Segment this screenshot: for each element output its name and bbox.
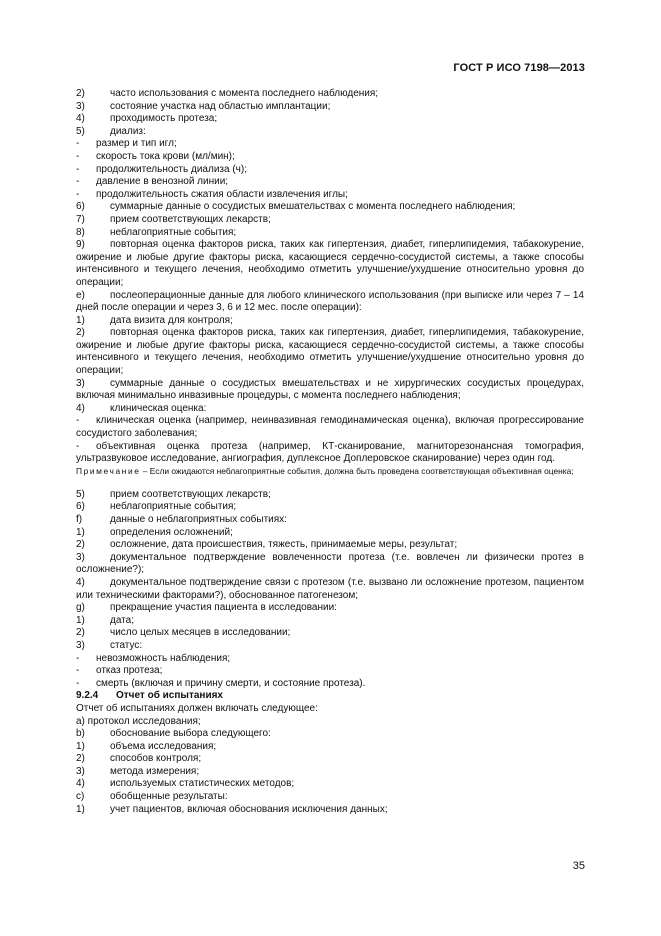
list-item (76, 766, 584, 779)
list-item-text: проходимость протеза; (110, 113, 218, 125)
list-item (76, 138, 584, 151)
list-item (76, 804, 584, 817)
list-item (76, 113, 584, 126)
text-line: а) протокол исследования; (76, 715, 201, 727)
list-item-text: продолжительность диализа (ч); (96, 163, 247, 175)
list-marker: c) (76, 791, 85, 803)
paragraph (76, 290, 584, 315)
list-item-text: диализ: (110, 125, 146, 137)
document-body (76, 88, 584, 816)
paragraph-text: документальное подтверждение вовлеченности протеза (т.е. вовлечен ли физически протез в осложнение?); (76, 551, 584, 576)
text-line: Отчет об испытаниях должен включать следующее: (76, 702, 318, 714)
list-item-text: используемых статистических методов; (110, 778, 295, 790)
list-item (76, 514, 584, 527)
list-marker: 3) (76, 551, 85, 563)
list-item-text: число целых месяцев в исследовании; (110, 627, 291, 639)
list-marker: 2) (76, 753, 85, 765)
list-item (76, 640, 584, 653)
paragraph (76, 577, 584, 602)
list-item-text: объема исследования; (110, 740, 217, 752)
list-marker: - (76, 163, 80, 175)
section-heading (76, 690, 584, 703)
list-item (76, 176, 584, 189)
list-item (76, 403, 584, 416)
list-marker: - (76, 677, 80, 689)
list-item (76, 164, 584, 177)
paragraph (76, 239, 584, 289)
note (76, 466, 584, 477)
list-item-text: дата; (110, 614, 134, 626)
list-marker: 1) (76, 614, 85, 626)
list-item-text: метода измерения; (110, 765, 200, 777)
list-marker: - (76, 415, 80, 427)
list-item (76, 791, 584, 804)
list-item-text: невозможность наблюдения; (96, 652, 231, 664)
list-marker: 1) (76, 740, 85, 752)
list-item (76, 489, 584, 502)
list-marker: 5) (76, 125, 85, 137)
list-item (76, 753, 584, 766)
list-marker: 9) (76, 239, 85, 251)
list-item (76, 678, 584, 691)
list-marker: f) (76, 514, 83, 525)
list-item-text: скорость тока крови (мл/мин); (96, 150, 235, 162)
list-item (76, 615, 584, 628)
list-item-text: размер и тип игл; (96, 138, 177, 150)
note-text: – Если ожидаются неблагоприятные события, должна быть проведена соответствующая объективная оценка; (140, 465, 574, 476)
list-item (76, 214, 584, 227)
list-item-text: прекращение участия пациента в исследовании: (110, 602, 337, 614)
list-marker: e) (76, 289, 85, 301)
list-item (76, 227, 584, 240)
paragraph-text: суммарные данные о сосудистых вмешательствах и не хирургических сосудистых процедурах, включая минимально инвазивные процедуры, с момента последнего наблюдения; (76, 377, 584, 402)
section-title: Отчет об испытаниях (116, 690, 223, 702)
list-item (76, 728, 584, 741)
list-marker: 8) (76, 226, 85, 238)
list-item-text: осложнение, дата происшествия, тяжесть, принимаемые меры, результат; (110, 539, 458, 551)
list-item (76, 189, 584, 202)
list-marker: 3) (76, 639, 85, 651)
list-marker: 2) (76, 327, 85, 339)
list-item (76, 126, 584, 139)
list-item-text: прием соответствующих лекарств; (110, 488, 271, 500)
list-marker: - (76, 138, 80, 150)
paragraph (76, 552, 584, 577)
list-item-text: отказ протеза; (96, 665, 163, 677)
list-marker: g) (76, 602, 85, 614)
list-marker: 5) (76, 488, 85, 500)
list-item-text: состояние участка над областью имплантации; (110, 100, 331, 112)
paragraph-text: документальное подтверждение связи с протезом (т.е. вызвано ли осложнение протезом, пациентом или техническими факторами?), обоснованное патогенезом; (76, 576, 584, 601)
list-item-text: продолжительность сжатия области извлечения иглы; (96, 188, 348, 200)
list-item-text: статус: (110, 639, 143, 651)
list-marker: 6) (76, 201, 85, 213)
paragraph-text: послеоперационные данные для любого клинического использования (при выписке или через 7 – 14 дней после операции и через 3, 6 и 12 мес. после операции): (76, 289, 584, 314)
list-item-text: неблагоприятные события; (110, 501, 237, 513)
list-item (76, 539, 584, 552)
list-item-text: учет пациентов, включая обоснования исключения данных; (110, 803, 388, 815)
list-item-text: неблагоприятные события; (110, 226, 237, 238)
list-item (76, 627, 584, 640)
list-marker: 7) (76, 213, 85, 225)
list-item-text: прием соответствующих лекарств; (110, 213, 271, 225)
page-number: 35 (572, 860, 585, 872)
list-marker: 1) (76, 314, 85, 326)
list-item-text: данные о неблагоприятных событиях: (110, 514, 287, 525)
list-marker: 2) (76, 88, 85, 99)
list-item (76, 88, 584, 101)
paragraph-text: клиническая оценка (например, неинвазивная гемодинамическая оценка), включая прогрессирование сосудистого заболевания; (76, 415, 584, 440)
list-item (76, 741, 584, 754)
list-item-text: способов контроля; (110, 753, 202, 765)
paragraph (76, 441, 584, 466)
list-item-text: определения осложнений; (110, 526, 233, 538)
list-marker: - (76, 440, 80, 452)
list-marker: 4) (76, 402, 85, 414)
list-marker: 4) (76, 113, 85, 125)
list-marker: - (76, 188, 80, 200)
list-marker: 3) (76, 377, 85, 389)
paragraph-text: повторная оценка факторов риска, таких как гипертензия, диабет, гиперлипидемия, табакокурение, ожирение и любые другие факторы риска, касающиеся сердечно-сосудистой системы, а также способы интенсивного и текущего лечения, необходимо отметить улучшение/ухудшение относительно уровня до операции; (76, 327, 584, 377)
list-item (76, 665, 584, 678)
list-item-text: давление в венозной линии; (96, 176, 229, 188)
list-item (76, 527, 584, 540)
note-label: Примечание (76, 465, 141, 476)
paragraph-text: повторная оценка факторов риска, таких как гипертензия, диабет, гиперлипидемия, табакокурение, ожирение и любые другие факторы риска, касающиеся сердечно-сосудистой системы, а также способы интенсивного и текущего лечения, необходимо отметить улучшение/ухудшение относительно уровня до операции; (76, 239, 584, 288)
list-marker: - (76, 652, 80, 664)
list-item-text: обобщенные результаты: (110, 791, 228, 803)
list-item-text: клиническая оценка: (110, 402, 207, 414)
paragraph (76, 327, 584, 377)
list-item (76, 778, 584, 791)
list-item-text: дата визита для контроля; (110, 314, 233, 326)
list-item (76, 151, 584, 164)
list-marker: 2) (76, 539, 85, 551)
list-item-text: суммарные данные о сосудистых вмешательствах с момента последнего наблюдения; (110, 201, 516, 213)
list-marker: 3) (76, 765, 85, 777)
section-number: 9.2.4 (76, 690, 99, 702)
list-item-text: смерть (включая и причину смерти, и состояние протеза). (96, 677, 366, 689)
list-marker: 2) (76, 627, 85, 639)
list-item-text: обоснование выбора следующего: (110, 728, 271, 740)
list-marker: 1) (76, 803, 85, 815)
list-marker: - (76, 665, 80, 677)
paragraph-text: объективная оценка протеза (например, КТ-сканирование, магниторезонансная томография, ультразвуковое исследование, ангиография, дуплексное Доплеровское сканирование) через один год. (76, 440, 584, 465)
document-code-header: ГОСТ Р ИСО 7198—2013 (453, 62, 585, 74)
list-marker: b) (76, 728, 85, 740)
list-item (76, 201, 584, 214)
list-item (76, 501, 584, 514)
list-item (76, 315, 584, 328)
list-item (76, 653, 584, 666)
list-item-text: часто использования с момента последнего наблюдения; (110, 88, 379, 99)
list-marker: 6) (76, 501, 85, 513)
list-marker: 3) (76, 100, 85, 112)
list-item (76, 101, 584, 114)
list-marker: 4) (76, 778, 85, 790)
paragraph (76, 415, 584, 440)
list-marker: 4) (76, 576, 85, 588)
list-item (76, 602, 584, 615)
paragraph (76, 378, 584, 403)
list-marker: 1) (76, 526, 85, 538)
list-marker: - (76, 150, 80, 162)
list-marker: - (76, 176, 80, 188)
